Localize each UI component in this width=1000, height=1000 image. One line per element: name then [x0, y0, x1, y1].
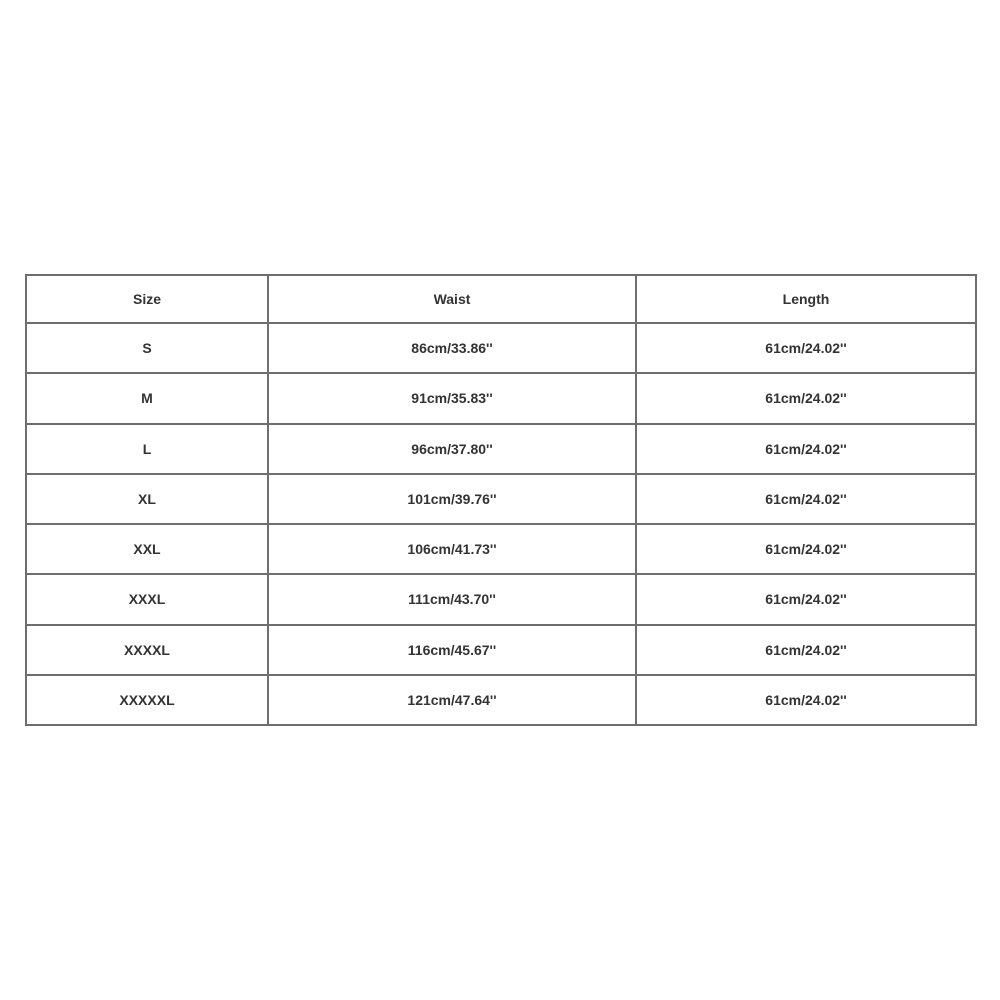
header-length: Length: [636, 275, 976, 323]
table-row: [26, 424, 976, 474]
table-row: [26, 574, 976, 624]
table-row: [26, 474, 976, 524]
cell-length: 61cm/24.02'': [636, 625, 976, 675]
table-row: [26, 323, 976, 373]
size-chart-table: [25, 274, 977, 726]
cell-size: S: [26, 323, 268, 373]
cell-length: 61cm/24.02'': [636, 323, 976, 373]
header-size: Size: [26, 275, 268, 323]
cell-length: 61cm/24.02'': [636, 524, 976, 574]
cell-waist: 111cm/43.70'': [268, 574, 636, 624]
table-row: [26, 675, 976, 725]
header-waist: Waist: [268, 275, 636, 323]
cell-waist: 96cm/37.80'': [268, 424, 636, 474]
cell-waist: 121cm/47.64'': [268, 675, 636, 725]
cell-size: M: [26, 373, 268, 423]
cell-size: XXXXL: [26, 625, 268, 675]
cell-size: XL: [26, 474, 268, 524]
cell-size: XXL: [26, 524, 268, 574]
cell-length: 61cm/24.02'': [636, 574, 976, 624]
cell-length: 61cm/24.02'': [636, 474, 976, 524]
table-row: [26, 524, 976, 574]
cell-waist: 101cm/39.76'': [268, 474, 636, 524]
cell-length: 61cm/24.02'': [636, 675, 976, 725]
cell-size: XXXXXL: [26, 675, 268, 725]
cell-waist: 91cm/35.83'': [268, 373, 636, 423]
table-row: [26, 373, 976, 423]
cell-waist: 106cm/41.73'': [268, 524, 636, 574]
table-header-row: [26, 275, 976, 323]
cell-waist: 86cm/33.86'': [268, 323, 636, 373]
cell-length: 61cm/24.02'': [636, 424, 976, 474]
table-row: [26, 625, 976, 675]
cell-waist: 116cm/45.67'': [268, 625, 636, 675]
cell-size: L: [26, 424, 268, 474]
cell-size: XXXL: [26, 574, 268, 624]
cell-length: 61cm/24.02'': [636, 373, 976, 423]
